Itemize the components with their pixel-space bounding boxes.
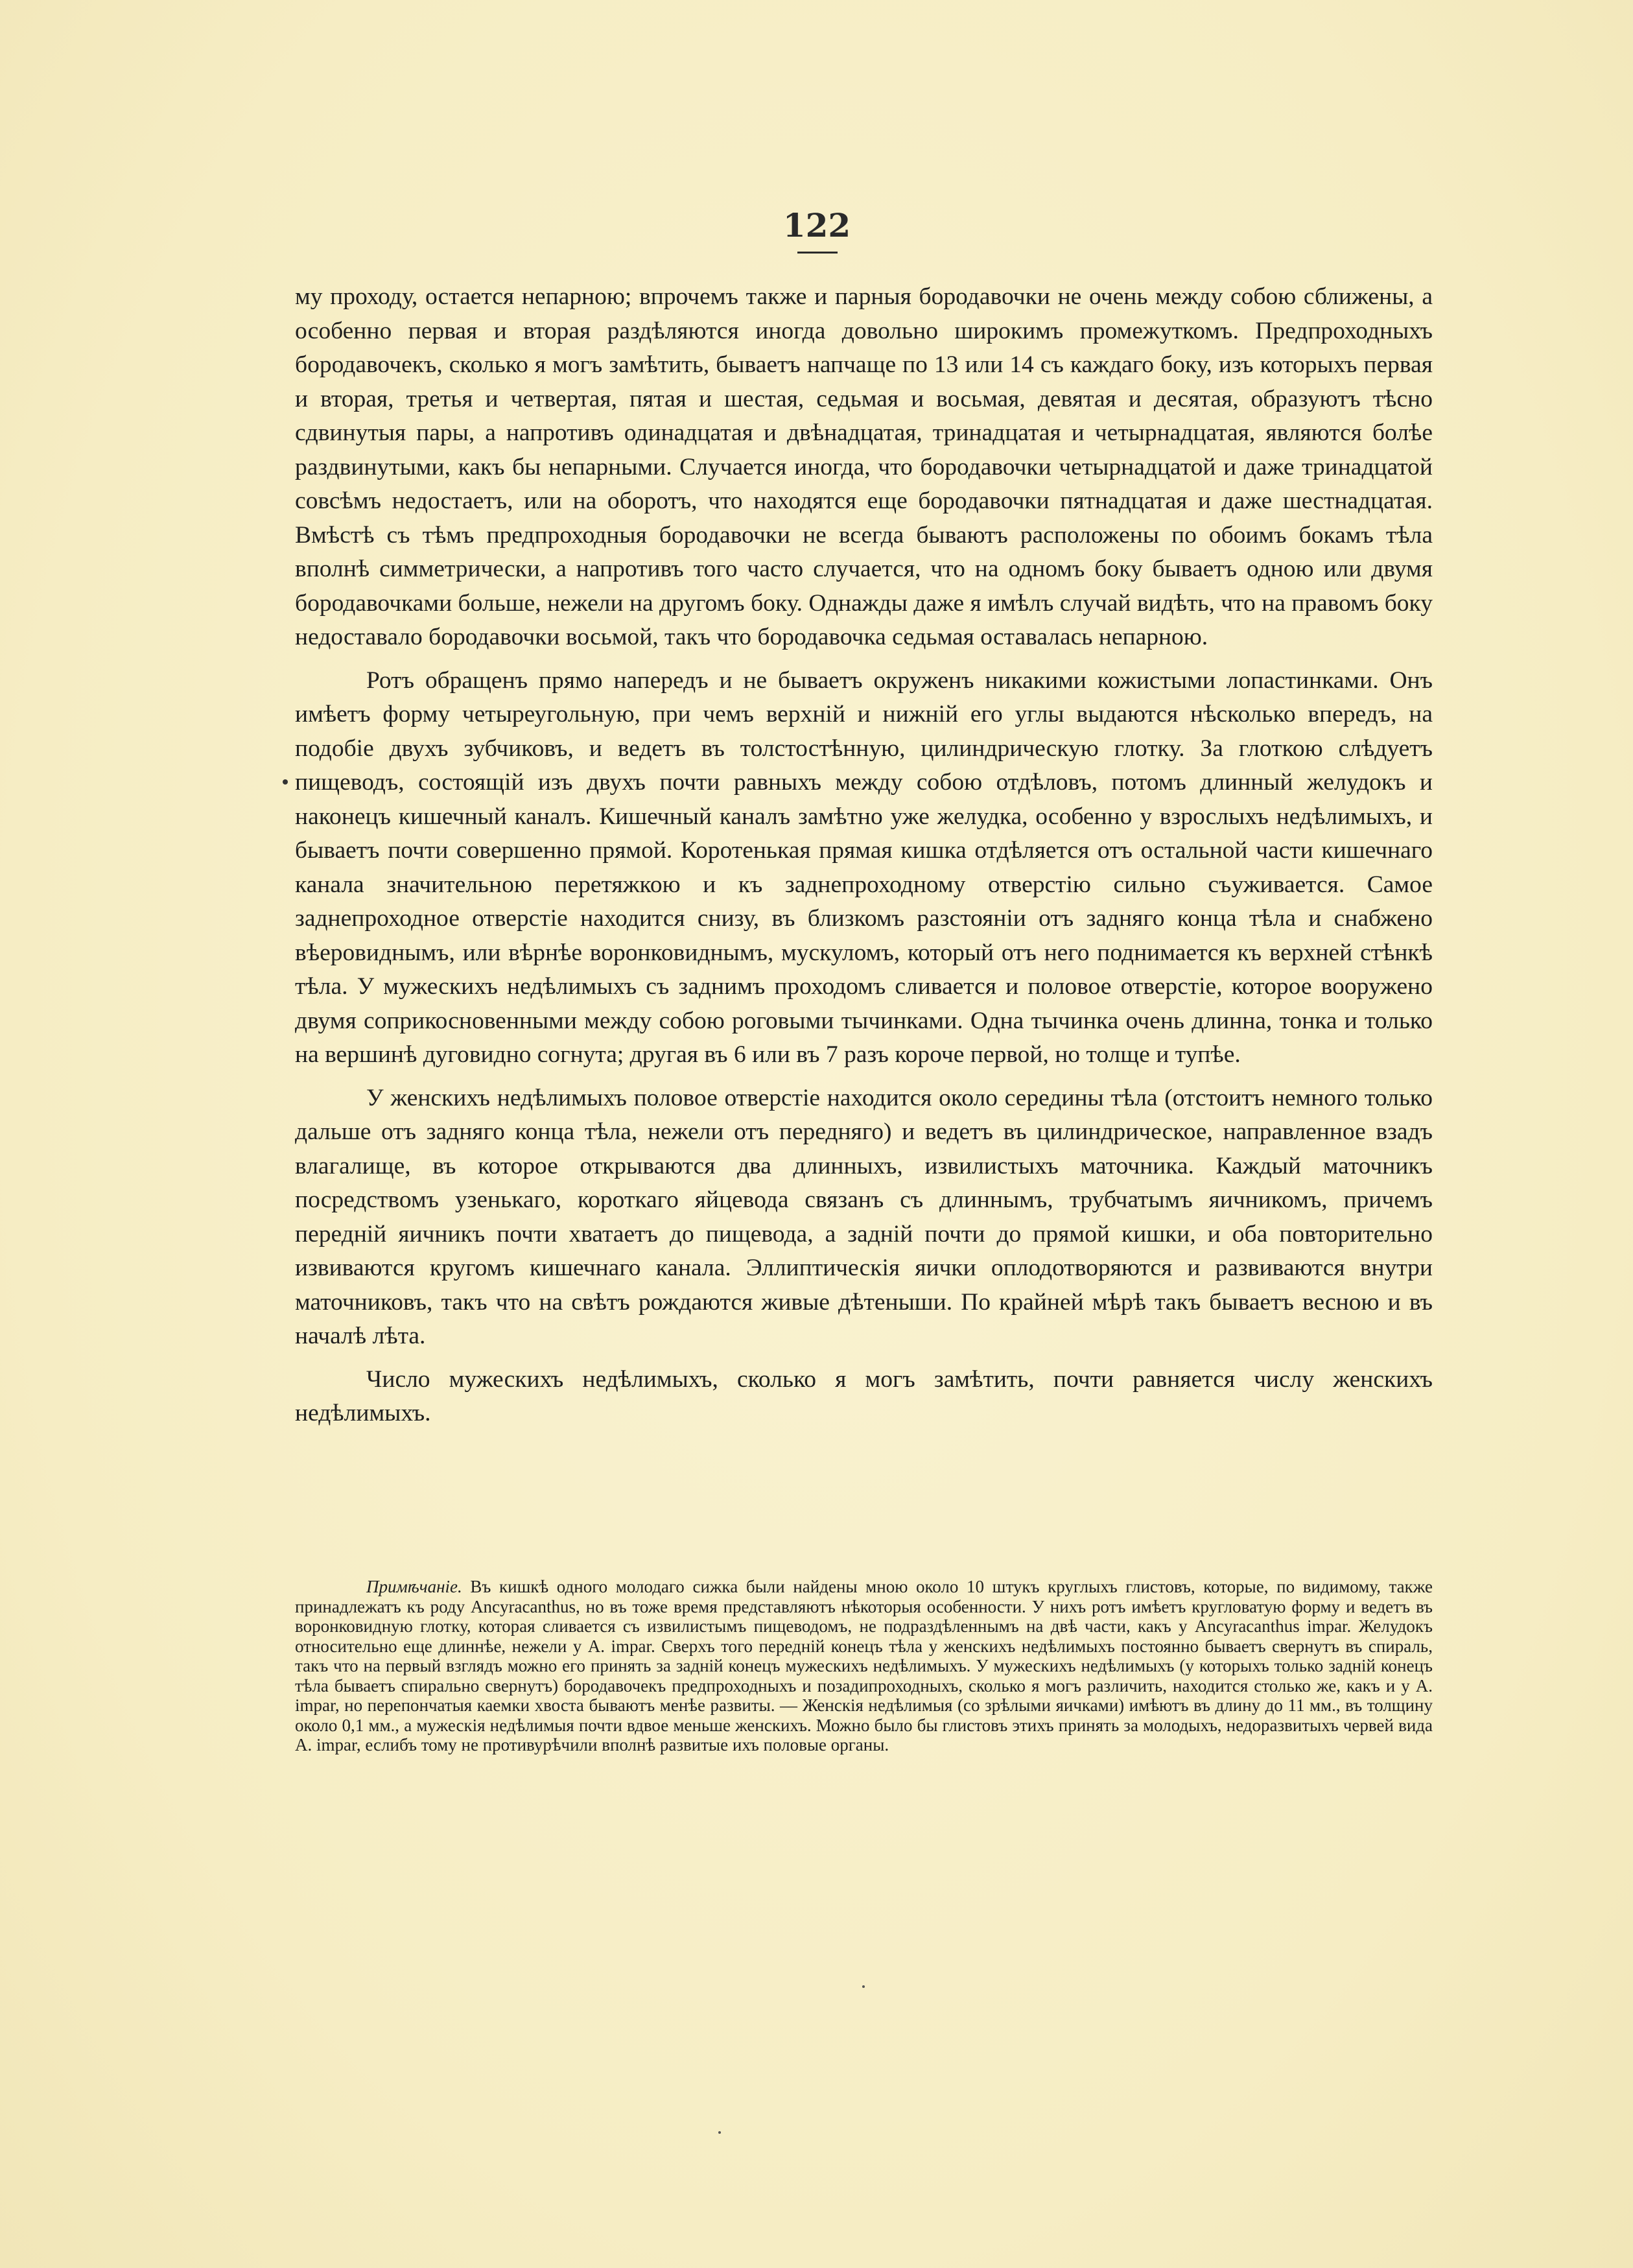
footnote [295, 1577, 1433, 1755]
footnote-text: Въ кишкѣ одного молодаго сижка были найдены мною около 10 штукъ круглыхъ глистовъ, которые, по видимому, также принадлежатъ къ роду Ancyracanthus, но въ тоже время представляютъ нѣкоторыя особенности. У нихъ ротъ имѣетъ кругловатую форму и ведетъ въ воронковидную глотку, которая сливается съ извилистымъ пищеводомъ, не подраздѣленнымъ на двѣ части, какъ у Ancyracanthus impar. Желудокъ относительно еще длиннѣе, нежели у A. impar. Сверхъ того передній конецъ тѣла у женскихъ недѣлимыхъ постоянно бываетъ свернутъ въ спираль, такъ что на первый взглядъ можно его принять за задній конецъ мужескихъ недѣлимыхъ. У мужескихъ недѣлимыхъ (у которыхъ только задній конецъ тѣла бываетъ спирально свернутъ) бородавочекъ предпроходныхъ и позадипроходныхъ, сколько я могъ различить, находится столько же, какъ и у A. impar, но перепончатыя каемки хвоста бываютъ менѣе развиты. — Женскія недѣлимыя (со зрѣлыми яичками) имѣютъ въ длину до 11 мм., въ толщину около 0,1 мм., а мужескія недѣлимыя почти вдвое меньше женскихъ. Можно было бы глистовъ этихъ принять за молодыхъ, недоразвитыхъ червей вида A. impar, еслибъ тому не противурѣчили вполнѣ развитые ихъ половые органы. [295, 1577, 1433, 1754]
paragraph-female: У женскихъ недѣлимыхъ половое отверстіе находится около середины тѣла (отстоитъ немного только дальше отъ задняго конца тѣла, нежели отъ передняго) и ведетъ въ цилиндрическое, направленное взадъ влагалище, въ которое открываются два длинныхъ, извилистыхъ маточника. Каждый маточникъ посредствомъ узенькаго, короткаго яйцевода связанъ съ длиннымъ, трубчатымъ яичникомъ, причемъ передній яичникъ почти хватаетъ до пищевода, а задній почти до прямой кишки, и оба повторительно извиваются кругомъ кишечнаго канала. Эллиптическія яички оплодотворяются и развиваются внутри маточниковъ, такъ что на свѣтъ рождаются живые дѣтеныши. По крайней мѣрѣ такъ бываетъ весною и въ началѣ лѣта. [295, 1084, 1433, 1349]
paragraph-continued: му проходу, остается непарною; впрочемъ также и парныя бородавочки не очень между собою сближены, а особенно первая и вторая раздѣляются иногда довольно широкимъ промежуткомъ. Предпроходныхъ бородавочекъ, сколько я могъ замѣтить, бываетъ напчаще по 13 или 14 съ каждаго боку, изъ которыхъ первая и вторая, третья и четвертая, пятая и шестая, седьмая и восьмая, девятая и десятая, образуютъ тѣсно сдвинутыя пары, а напротивъ одинадцатая и двѣнадцатая, тринадцатая и четырнадцатая, являются болѣе раздвинутыми, какъ бы непарными. Случается иногда, что бородавочки четырнадцатой и даже тринадцатой совсѣмъ недостаетъ, или на оборотъ, что находятся еще бородавочки пятнадцатая и даже шестнадцатая. Вмѣстѣ съ тѣмъ предпроходныя бородавочки не всегда бываютъ расположены по обоимъ бокамъ тѣла вполнѣ симметрически, а напротивъ того часто случается, что на одномъ боку бываетъ одною или двумя бородавочками больше, нежели на другомъ боку. Однажды даже я имѣлъ случай видѣть, что на правомъ боку недоставало бородавочки восьмой, такъ что бородавочка седьмая оставалась непарною. [295, 283, 1433, 650]
speck-mark [862, 1985, 865, 1988]
page-number-rule [797, 252, 838, 254]
page-number: 122 [782, 206, 851, 244]
margin-mark [283, 779, 288, 785]
body-text [295, 280, 1433, 1431]
paragraph-mouth: Ротъ обращенъ прямо напередъ и не бываетъ окруженъ никакими кожистыми лопастинками. Онъ имѣетъ форму четыреугольную, при чемъ верхній и нижній его углы выдаются нѣсколько впередъ, на подобіе двухъ зубчиковъ, и ведетъ въ толстостѣнную, цилиндрическую глотку. За глоткою слѣдуетъ пищеводъ, состоящій изъ двухъ почти равныхъ между собою отдѣловъ, потомъ длинный желудокъ и наконецъ кишечный каналъ. Кишечный каналъ замѣтно уже желудка, особенно у взрослыхъ недѣлимыхъ, и бываетъ почти совершенно прямой. Коротенькая прямая кишка отдѣляется отъ остальной части кишечнаго канала значительною перетяжкою и къ заднепроходному отверстію сильно съуживается. Самое заднепроходное отверстіе находится снизу, въ близкомъ разстояніи отъ задняго конца тѣла и снабжено вѣеровиднымъ, или вѣрнѣе воронковиднымъ, мускуломъ, который отъ него поднимается къ верхней стѣнкѣ тѣла. У мужескихъ недѣлимыхъ съ заднимъ проходомъ сливается и половое отверстіе, которое вооружено двумя соприкосновенными между собою роговыми тычинками. Одна тычинка очень длинна, тонка и только на вершинѣ дуговидно согнута; другая въ 6 или въ 7 разъ короче первой, но толще и тупѣе. [295, 667, 1433, 1068]
paragraph-count: Число мужескихъ недѣлимыхъ, сколько я могъ замѣтить, почти равняется числу женскихъ недѣлимыхъ. [295, 1365, 1433, 1426]
footnote-label: Примѣчаніе. [366, 1577, 462, 1596]
speck-mark [718, 2131, 721, 2134]
